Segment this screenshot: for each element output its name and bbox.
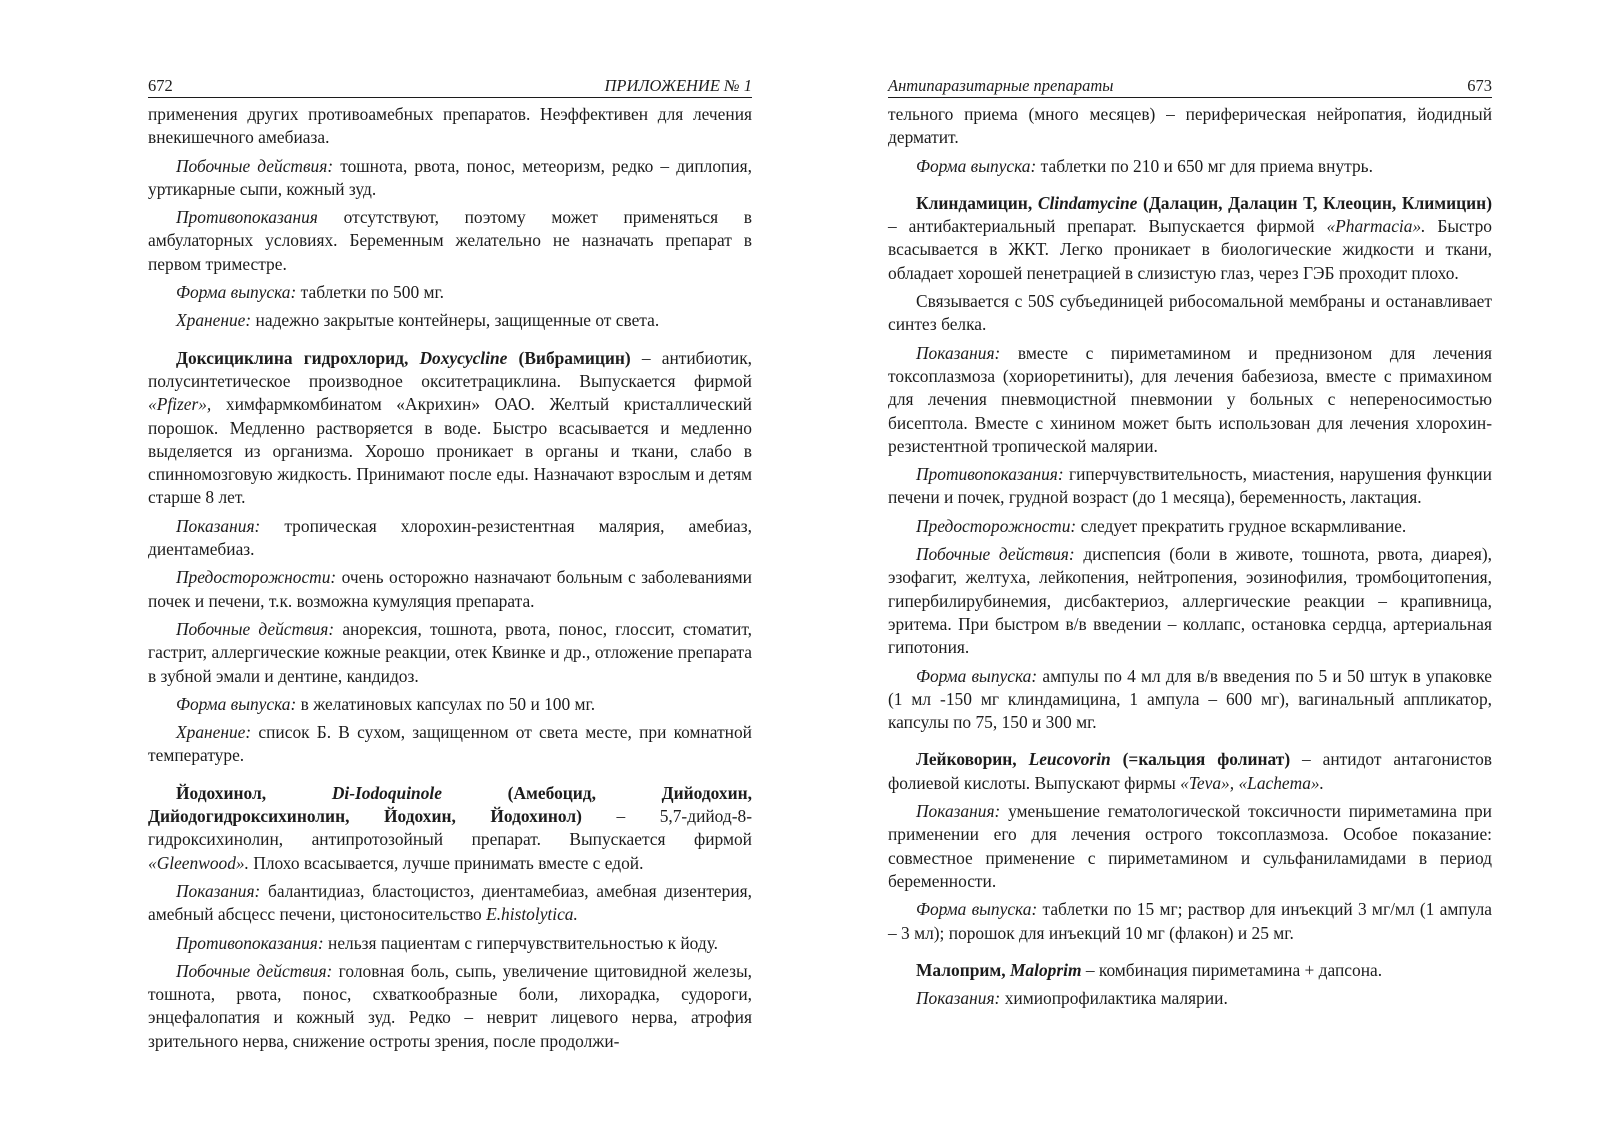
paragraph: Предосторожности: очень осторожно назначают больным с заболеваниями почек и печени, т.к. возможна кумуляция препарата. bbox=[148, 567, 752, 611]
paragraph: применения других противоамебных препаратов. Неэффективен для лечения внекишечного амебиаза. bbox=[148, 104, 752, 148]
right-running-head bbox=[888, 76, 1492, 98]
drug-entry-doxycycline: Доксициклина гидрохлорид, Doxycycline (Вибрамицин) – антибиотик, полусинтетическое производное окситетрациклина. Выпускается фирмой «Pfizer», химфармкомбинатом «Акрихин» ОАО. Желтый кристаллический порошок. Медленно растворяется в воде. Быстро всасывается и медленно выделяется из организма. Хорошо проникает в органы и ткани, слабо в спинномозговую жидкость. Принимают после еды. Назначают взрослым и детям старше 8 лет. bbox=[148, 347, 752, 508]
drug-entry-clindamycin: Клиндамицин, Clindamycine (Далацин, Далацин Т, Клеоцин, Климицин) – антибактериальный препарат. Выпускается фирмой «Pharmacia». Быстро всасывается в ЖКТ. Легко проникает в биологические жидкости и ткани, обладает хорошей пенетрацией в слизистую глаз, через ГЭБ проходит плохо. bbox=[888, 192, 1492, 283]
paragraph: Побочные действия: диспепсия (боли в животе, тошнота, рвота, диарея), эзофагит, желтуха, лейкопения, нейтропения, эозинофилия, тромбоцитопения, гипербилирубинемия, дисбактериоз, аллергические реакции – крапивница, эритема. При быстром в/в введении – коллапс, остановка сердца, артериальная гипотония. bbox=[888, 544, 1492, 658]
paragraph: тельного приема (много месяцев) – периферическая нейропатия, йодидный дерматит. bbox=[888, 104, 1492, 148]
paragraph: Предосторожности: следует прекратить грудное вскармливание. bbox=[916, 515, 1407, 536]
paragraph: Противопоказания: гиперчувствительность, миастения, нарушения функции печени и почек, грудной возраст (до 1 месяца), беременность, лактация. bbox=[888, 464, 1492, 508]
running-title: ПРИЛОЖЕНИЕ № 1 bbox=[604, 76, 752, 95]
paragraph: Показания: тропическая хлорохин-резистентная малярия, амебиаз, диентамебиаз. bbox=[148, 515, 752, 560]
paragraph: Связывается с 50S субъединицей рибосомальной мембраны и останавливает синтез белка. bbox=[888, 291, 1493, 335]
paragraph: Хранение: надежно закрытые контейнеры, защищенные от света. bbox=[176, 310, 660, 331]
paragraph: Противопоказания: нельзя пациентам с гиперчувствительностью к йоду. bbox=[176, 932, 719, 953]
paragraph: Форма выпуска: в желатиновых капсулах по 50 и 100 мг. bbox=[176, 693, 596, 714]
paragraph: Форма выпуска: таблетки по 210 и 650 мг для приема внутрь. bbox=[916, 155, 1373, 176]
paragraph: Побочные действия: головная боль, сыпь, увеличение щитовидной железы, тошнота, рвота, понос, схваткообразные боли, лихорадка, судороги, энцефалопатия и кожный зуд. Редко – неврит лицевого нерва, атрофия зрительного нерва, снижение остроты зрения, после продолжи- bbox=[148, 960, 752, 1051]
right-page bbox=[888, 76, 1492, 1015]
paragraph: Форма выпуска: таблетки по 500 мг. bbox=[176, 282, 445, 303]
paragraph: Хранение: список Б. В сухом, защищенном от света месте, при комнатной температуре. bbox=[148, 722, 752, 766]
paragraph: Форма выпуска: таблетки по 15 мг; раствор для инъекций 3 мг/мл (1 ампула – 3 мл); порошок для инъекций 10 мг (флакон) и 25 мг. bbox=[888, 899, 1492, 943]
left-running-head bbox=[148, 76, 752, 98]
paragraph: Противопоказания отсутствуют, поэтому может применяться в амбулаторных условиях. Беременным желательно не назначать препарат в первом триместре. bbox=[148, 207, 752, 274]
paragraph: Побочные действия: тошнота, рвота, понос, метеоризм, редко – диплопия, уртикарные сыпи, кожный зуд. bbox=[148, 155, 752, 199]
paragraph: Показания: балантидиаз, бластоцистоз, диентамебиаз, амебная дизентерия, амебный абсцесс печени, цистоносительство E.histolytica. bbox=[148, 880, 752, 925]
paragraph: Побочные действия: анорексия, тошнота, рвота, понос, глоссит, стоматит, гастрит, аллергические кожные реакции, отек Квинке и др., отложение препарата в зубной эмали и дентине, кандидоз. bbox=[148, 618, 752, 686]
drug-entry-leucovorin: Лейковорин, Leucovorin (=кальция фолинат) – антидот антагонистов фолиевой кислоты. Выпускают фирмы «Teva», «Lachema». bbox=[888, 749, 1492, 793]
paragraph: Форма выпуска: ампулы по 4 мл для в/в введения по 5 и 50 штук в упаковке (1 мл -150 мг клиндамицина, 1 ампула – 600 мг), вагинальный аппликатор, капсулы по 75, 150 и 300 мг. bbox=[888, 665, 1492, 733]
paragraph: Показания: вместе с пириметамином и преднизоном для лечения токсоплазмоза (хориоретиниты), для лечения бабезиоза, вместе с примахином для лечения пневмоцистной пневмонии у больных с непереносимостью бисептола. Вместе с хинином может быть использован для лечения хлорохин-резистентной тропической малярии. bbox=[888, 342, 1492, 456]
drug-entry-maloprim: Малоприм, Maloprim – комбинация пириметамина + дапсона. bbox=[916, 959, 1383, 980]
running-title: Антипаразитарные препараты bbox=[888, 76, 1114, 95]
page-number: 672 bbox=[148, 76, 173, 95]
paragraph: Показания: химиопрофилактика малярии. bbox=[916, 988, 1228, 1009]
drug-entry-iodoquinol: Йодохинол, Di-Iodoquinole (Амебоцид, Дийодохин, Дийодогидроксихинолин, Йодохин, Йодохинол) – 5,7-дийод-8-гидроксихинолин, антипротозойный препарат. Выпускается фирмой «Gleenwood». Плохо всасывается, лучше принимать вместе с едой. bbox=[148, 782, 753, 873]
paragraph: Показания: уменьшение гематологической токсичности пириметамина при применении его для лечения острого токсоплазмоза. Особое показание: совместное применение с пириметамином и сульфаниламидами в период беременности. bbox=[888, 801, 1492, 891]
left-page bbox=[148, 76, 752, 1058]
page-number: 673 bbox=[1467, 76, 1492, 95]
